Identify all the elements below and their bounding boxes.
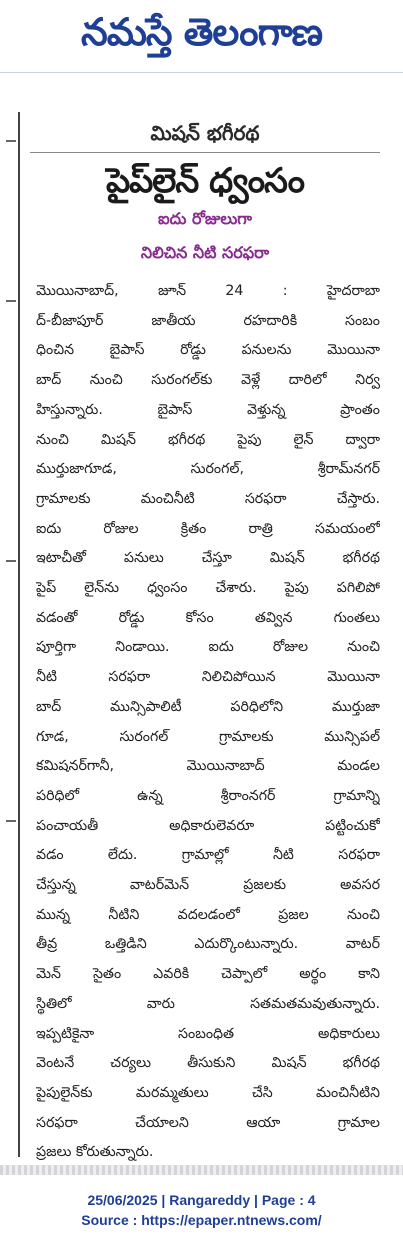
article-body-line: గూడ, సురంగల్ గ్రామాలకు మున్సిపల్ — [36, 728, 380, 745]
article-body-line: నుంచి మిషన్ భగీరథ పైపు లైన్ ద్వారా — [36, 431, 380, 448]
source-url: Source : https://epaper.ntnews.com/ — [81, 1212, 322, 1228]
article-subhead-1: ఐదు రోజులుగా — [158, 209, 252, 228]
article-subhead-2: నిలిచిన నీటి సరఫరా — [140, 243, 270, 262]
article-body-line: తీవ్ర ఒత్తిడిని ఎదుర్కొంటున్నారు. వాటర్ — [36, 936, 380, 953]
article-body — [30, 277, 380, 1168]
article-body-line: సరఫరా చేయాలని ఆయా గ్రామాల — [36, 1114, 380, 1131]
article-body-line: చేస్తున్న వాటర్‌మెన్ ప్రజలకు అవసర — [36, 877, 380, 894]
article-body-line: హిస్తున్నారు. బైపాస్ వెళ్తున్న ప్రాంతం — [36, 401, 380, 418]
adjacent-column-fragment — [6, 300, 16, 302]
article-body-line: ఐదు రోజుల క్రితం రాత్రి సమయంలో — [36, 520, 380, 537]
adjacent-column-fragment — [6, 820, 16, 822]
adjacent-column-fragment — [6, 560, 16, 562]
article-body-line: పూర్తిగా నిండాయి. ఐదు రోజుల నుంచి — [36, 639, 380, 656]
article-body-line: ప్రజలు కోరుతున్నారు. — [36, 1144, 154, 1161]
article-body-line: బాద్ మున్సిపాలిటీ పరిధిలోని ముర్తుజా — [36, 698, 380, 715]
article-kicker: మిషన్ భగీరథ — [150, 121, 260, 145]
article-body-line: మున్న నీటిని వదలడంలో ప్రజల నుంచి — [36, 906, 380, 923]
article-body-line: ఇప్పటికైనా సంబంధిత అధికారులు — [36, 1025, 380, 1042]
article-body-line: ధించిన బైపాస్ రోడ్డు పనులను మొయినా — [36, 342, 380, 359]
masthead — [0, 0, 403, 73]
article-body-line: వడం లేదు. గ్రామాల్లో నీటి సరఫరా — [36, 847, 380, 864]
page-edge-band — [0, 1165, 403, 1175]
article-body-line: బాద్ నుంచి సురంగల్‌కు వెళ్లే దారిలో నిర్వ — [36, 372, 380, 389]
article-body-line: మెన్ సైతం ఎవరికి చెప్పాలో అర్థం కాని — [36, 966, 380, 983]
article-body-line: వడంతో రోడ్డు కోసం తవ్విన గుంతలు — [36, 609, 380, 626]
article-body-line: గ్రామాలకు మంచినీటి సరఫరా చేస్తారు. — [36, 490, 380, 507]
article-body-line: ఇటాచీతో పనులు చేస్తూ మిషన్ భగీరథ — [36, 550, 380, 567]
kicker-divider — [30, 152, 380, 153]
article-body-line: ముర్తుజాగూడ, సురంగల్, శ్రీరామ్‌నగర్ — [36, 461, 380, 478]
news-article — [30, 118, 380, 1168]
article-body-line: పైపులైన్‌కు మరమ్మతులు చేసి మంచినీటిని — [36, 1084, 380, 1101]
source-footer — [0, 1190, 403, 1230]
article-body-line: నీటి సరఫరా నిలిచిపోయిన మొయినా — [36, 669, 380, 686]
article-body-line: పంచాయతీ అధికారులెవరూ పట్టించుకో — [36, 817, 380, 834]
article-body-line: మొయినాబాద్, జూన్ 24 : హైదరాబా — [36, 283, 380, 299]
article-body-line: కమిషనర్‌గానీ, మొయినాబాద్ మండల — [36, 758, 380, 775]
article-body-line: పరిధిలో ఉన్న శ్రీరాంనగర్ గ్రామాన్ని — [36, 787, 380, 804]
article-body-line: స్థితిలో వారు సతమతమవుతున్నారు. — [36, 995, 380, 1012]
edition-info: 25/06/2025 | Rangareddy | Page : 4 — [87, 1192, 316, 1208]
adjacent-column-fragment — [6, 140, 16, 142]
article-headline: పైప్‌లైన్ ధ్వంసం — [105, 161, 305, 201]
article-body-line: ద్-బీజాపూర్ జాతీయ రహదారికి సంబం — [36, 312, 380, 329]
column-divider — [18, 112, 20, 1157]
article-body-line: పైప్ లైన్‌ను ధ్వంసం చేశారు. పైపు పగిలిపో — [36, 580, 380, 597]
newspaper-title: నమస్తే తెలంగాణ — [81, 8, 322, 54]
article-body-line: వెంటనే చర్యలు తీసుకుని మిషన్ భగీరథ — [36, 1055, 380, 1072]
